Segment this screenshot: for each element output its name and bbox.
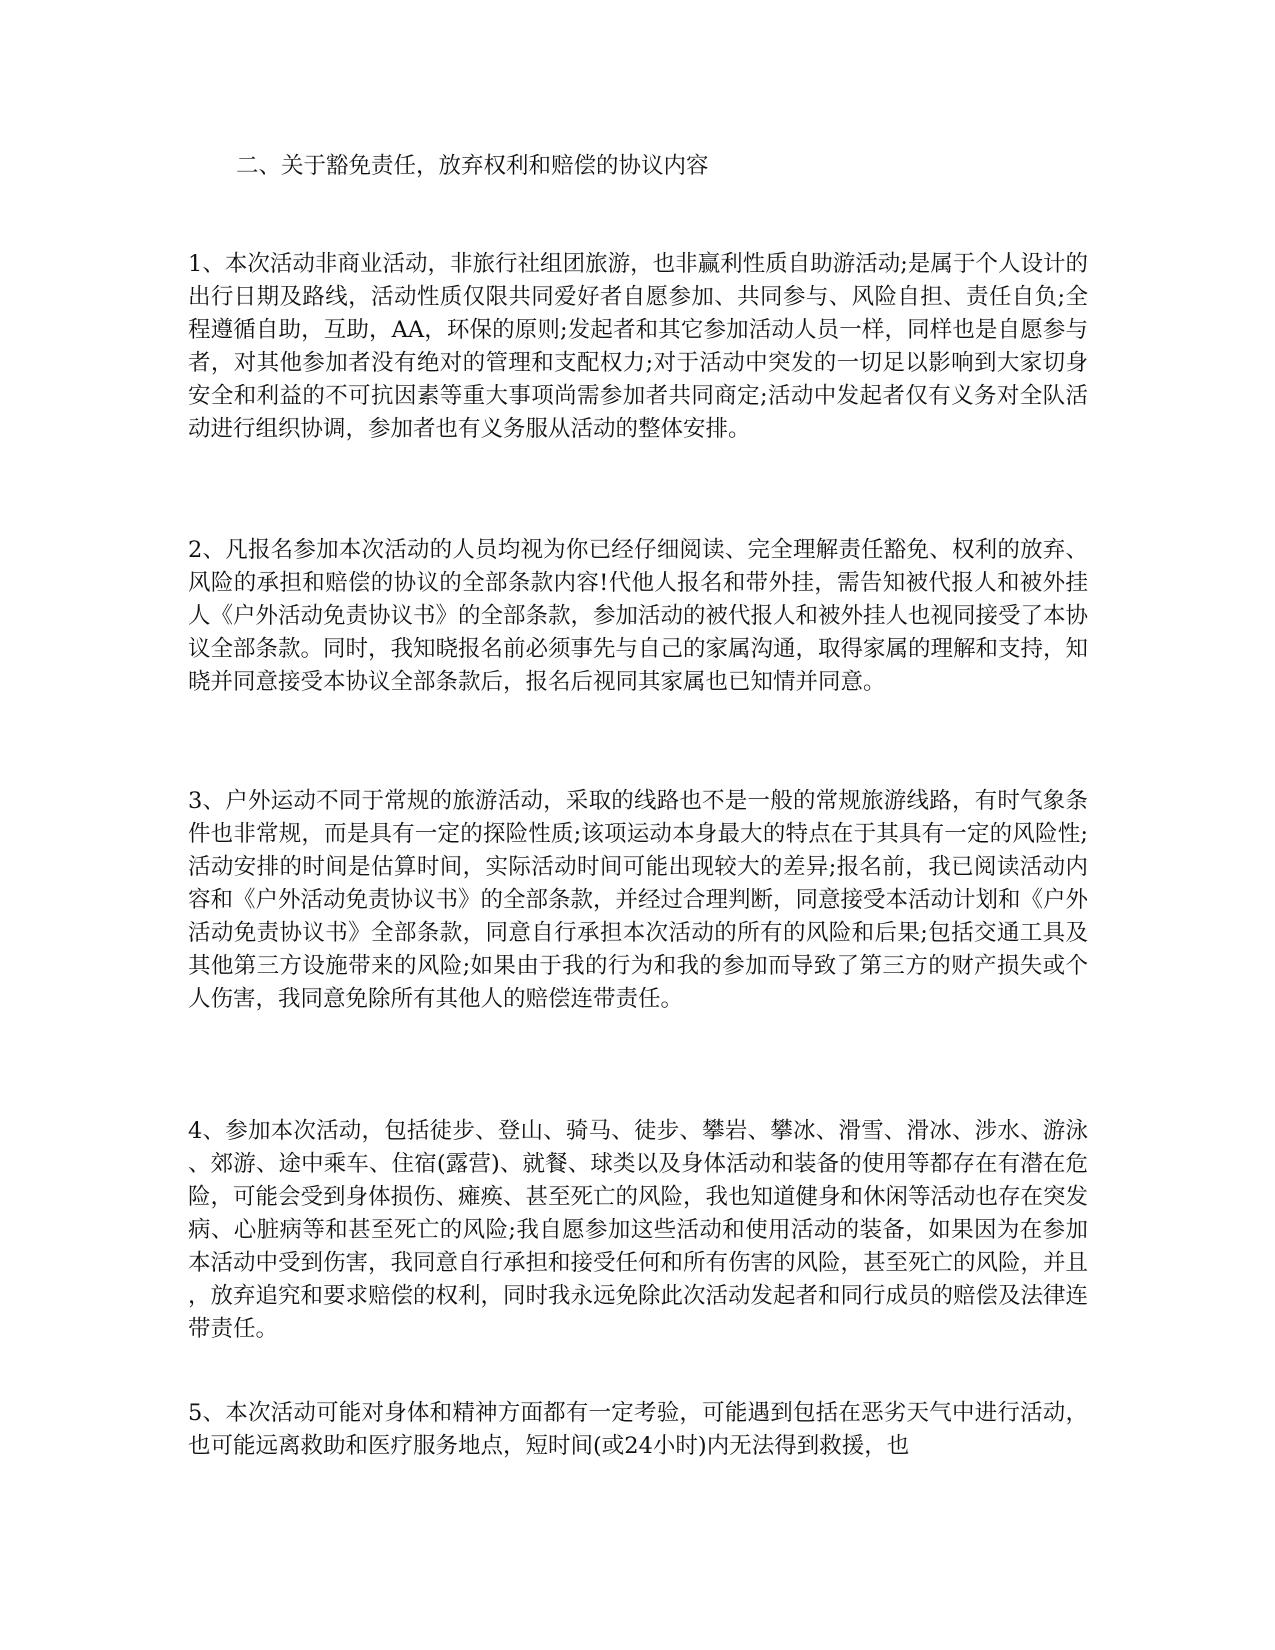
agreement-clause-5: 5、本次活动可能对身体和精神方面都有一定考验，可能遇到包括在恶劣天气中进行活动，也可能远离救助和医疗服务地点，短时间(或24小时)内无法得到救援，也 [188, 1400, 1088, 1459]
agreement-clause-2: 2、凡报名参加本次活动的人员均视为你已经仔细阅读、完全理解责任豁免、权利的放弃、风险的承担和赔偿的协议的全部条款内容!代他人报名和带外挂，需告知被代报人和被外挂人《户外活动免责协议书》的全部条款，参加活动的被代报人和被外挂人也视同接受了本协议全部条款。同时，我知晓报名前必须事先与自己的家属沟通，取得家属的理解和支持，知晓并同意接受本协议全部条款后，报名后视同其家属也已知情并同意。 [188, 537, 1089, 695]
agreement-clause-4: 4、参加本次活动，包括徒步、登山、骑马、徒步、攀岩、攀冰、滑雪、滑冰、涉水、游泳、郊游、途中乘车、住宿(露营)、就餐、球类以及身体活动和装备的使用等都存在有潜在危险，可能会受到身体损伤、瘫痪、甚至死亡的风险，我也知道健身和休闲等活动也存在突发病、心脏病等和甚至死亡的风险;我自愿参加这些活动和使用活动的装备，如果因为在参加本活动中受到伤害，我同意自行承担和接受任何和所有伤害的风险，甚至死亡的风险，并且，放弃追究和要求赔偿的权利，同时我永远免除此次活动发起者和同行成员的赔偿及法律连带责任。 [188, 1118, 1089, 1342]
agreement-clause-1: 1、本次活动非商业活动，非旅行社组团旅游，也非赢利性质自助游活动;是属于个人设计的出行日期及路线，活动性质仅限共同爱好者自愿参加、共同参与、风险自担、责任自负;全程遵循自助，互助，AA，环保的原则;发起者和其它参加活动人员一样，同样也是自愿参与者，对其他参加者没有绝对的管理和支配权力;对于活动中突发的一切足以影响到大家切身安全和利益的不可抗因素等重大事项尚需参加者共同商定;活动中发起者仅有义务对全队活动进行组织协调，参加者也有义务服从活动的整体安排。 [188, 251, 1088, 442]
agreement-clause-3: 3、户外运动不同于常规的旅游活动，采取的线路也不是一般的常规旅游线路，有时气象条件也非常规，而是具有一定的探险性质;该项运动本身最大的特点在于其具有一定的风险性;活动安排的时间是估算时间，实际活动时间可能出现较大的差异;报名前，我已阅读活动内容和《户外活动免责协议书》的全部条款，并经过合理判断，同意接受本活动计划和《户外活动免责协议书》全部条款，同意自行承担本次活动的所有的风险和后果;包括交通工具及其他第三方设施带来的风险;如果由于我的行为和我的参加而导致了第三方的财产损失或个人伤害，我同意免除所有其他人的赔偿连带责任。 [188, 788, 1089, 1012]
section-heading: 二、关于豁免责任，放弃权利和赔偿的协议内容 [236, 153, 709, 179]
